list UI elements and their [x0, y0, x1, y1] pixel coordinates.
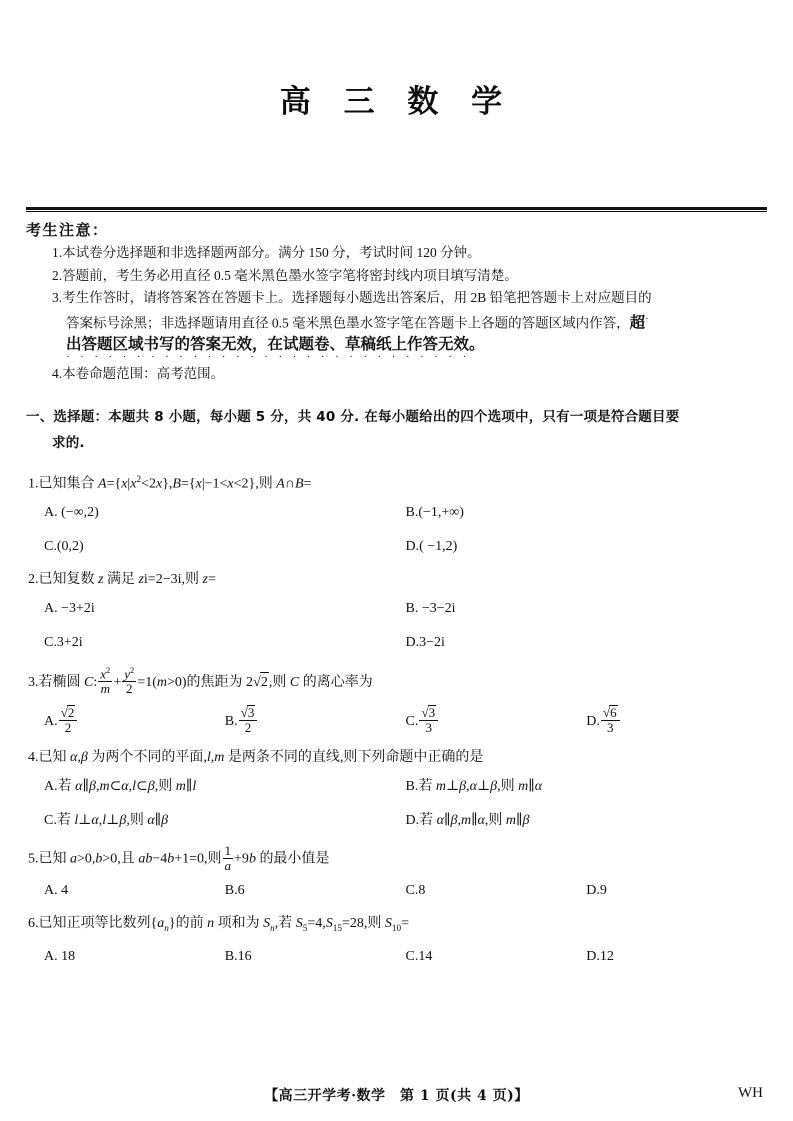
option-label: B.	[405, 505, 419, 521]
option-value: 6	[237, 883, 245, 899]
option-label: C.	[405, 713, 419, 729]
question-6-option-a[interactable]	[44, 947, 225, 967]
footer-page-label: 【高三开学考·数学 第 1 页(共 4 页)】	[264, 1088, 529, 1104]
question-5-number: 5.	[28, 851, 39, 867]
question-2-options-row-2	[26, 633, 767, 653]
section-description-line2: 求的.	[52, 434, 85, 451]
question-3-option-b[interactable]: B. $\frac{√3}{2}$	[225, 705, 406, 735]
option-value: 4	[61, 883, 69, 899]
option-label: B.	[405, 778, 419, 794]
notice-item-2	[26, 265, 767, 287]
notice-heading: 考生注意：	[26, 221, 109, 239]
notice-item-1-number: 1.	[52, 245, 63, 260]
notice-emphasis-line: 出答题区域书写的答案无效，在试题卷、草稿纸上作答无效。	[66, 334, 485, 353]
option-label: B.	[224, 883, 238, 899]
question-1-option-d[interactable]: D.( −1,2)	[405, 539, 458, 555]
question-1-options-row-2	[26, 537, 767, 557]
question-4-options-row-2	[26, 811, 767, 831]
question-2	[26, 570, 767, 653]
question-6-option-b[interactable]	[225, 947, 406, 967]
question-2-option-b[interactable]: B. −3−2i	[405, 601, 456, 617]
question-5-stem: 5.已知 a>0,b>0,且 ab−4b+1=0,则 $\frac{1}{a}$ +9b 的最小值是	[28, 842, 330, 873]
question-6-option-c[interactable]	[406, 947, 587, 967]
option-value: 8	[418, 883, 426, 899]
section-description: 本题共 8 小题，每小题 5 分，共 40 分. 在每小题给出的四个选项中，只有一项是符合题目要	[108, 408, 680, 425]
question-5-options-row-1	[26, 881, 767, 901]
question-6-options-row-1	[26, 947, 767, 967]
option-label: D.	[405, 812, 420, 828]
question-6-stem: 6.已知正项等比数列$\{a_n\}$的前 n 项和为 $S_n$,若 $S_5=4,S_{15}=28$,则 $S_{10}=$	[28, 916, 410, 934]
question-5	[26, 844, 767, 902]
notice-list	[26, 242, 767, 385]
page-title: 高 三 数 学	[279, 84, 514, 120]
option-label: C.	[44, 635, 57, 651]
notice-item-3-line2-wrap	[52, 309, 767, 334]
candidate-notice	[26, 219, 767, 385]
section-label: 一、选择题：	[26, 408, 109, 425]
notice-item-3-line1: 考生作答时，请将答案答在答题卡上。选择题每小题选出答案后，用 2B 铅笔把答题卡上对应题目的	[62, 290, 652, 305]
question-4-option-d[interactable]: D.若 α∥β,m∥α,则 m∥β	[405, 812, 530, 828]
question-2-option-c[interactable]: C.3+2i	[44, 635, 83, 651]
question-1-option-c[interactable]: C.(0,2)	[44, 539, 84, 555]
page-footer	[0, 1085, 793, 1111]
emphasis-dot-icon: ·	[645, 312, 649, 325]
question-3-option-a[interactable]: A. $\frac{√2}{2}$	[44, 705, 225, 735]
question-2-option-a[interactable]: A. −3+2i	[44, 601, 95, 617]
question-6-number: 6.	[28, 916, 39, 932]
question-2-number: 2.	[28, 572, 39, 588]
question-5-option-d[interactable]	[586, 881, 767, 901]
option-value: 14	[418, 949, 433, 965]
notice-emphasis-tail: 超	[629, 313, 646, 331]
question-3-option-d[interactable]: D. $\frac{√6}{3}$	[586, 705, 767, 735]
question-4-option-c[interactable]: C.若 l⊥α,l⊥β,则 α∥β	[44, 812, 169, 828]
notice-item-1-text: 本试卷分选择题和非选择题两部分。满分 150 分，考试时间 120 分钟。	[62, 245, 481, 260]
option-label: B.	[405, 601, 419, 617]
emphasis-dots-row: ·····························	[66, 351, 477, 363]
question-4-stem: 4.已知 α,β 为两个不同的平面,l,m 是两条不同的直线,则下列命题中正确的是	[28, 749, 484, 765]
question-4	[26, 748, 767, 831]
question-4-options-row-1	[26, 777, 767, 797]
footer-code: WH	[738, 1085, 763, 1101]
option-label: A.	[44, 505, 58, 521]
question-3-number: 3.	[28, 675, 39, 690]
question-3	[26, 666, 767, 735]
question-1-options-row-1	[26, 503, 767, 523]
option-label: D.	[586, 949, 600, 965]
option-value: 12	[599, 949, 614, 965]
question-4-option-a[interactable]: A.若 α∥β,m⊂α,l⊂β,则 m∥l	[44, 778, 197, 794]
question-4-number: 4.	[28, 749, 39, 765]
option-value: 9	[599, 883, 607, 899]
option-value: 16	[237, 949, 252, 965]
question-1	[26, 469, 767, 558]
question-2-stem: 2.已知复数 z 满足 zi=2−3i,则 z=	[28, 572, 216, 588]
option-label: A.	[44, 883, 58, 899]
notice-item-1	[26, 242, 767, 264]
question-1-stem: 1.已知集合 $A=\{x|x^2<2x\},B=\{x|-1<x<2\}$,则 A∩B=	[28, 473, 312, 492]
question-6	[26, 914, 767, 967]
question-5-option-c[interactable]	[406, 881, 587, 901]
notice-item-4-number: 4.	[52, 366, 63, 381]
question-6-option-d[interactable]	[586, 947, 767, 967]
option-label: B.	[224, 713, 238, 729]
option-label: A.	[44, 949, 58, 965]
notice-item-4-text: 本卷命题范围：高考范围。	[62, 366, 225, 381]
question-5-option-b[interactable]	[225, 881, 406, 901]
option-label: B.	[224, 949, 238, 965]
notice-item-2-number: 2.	[52, 267, 63, 283]
question-2-options-row-1	[26, 599, 767, 619]
notice-item-3-number: 3.	[52, 290, 63, 305]
option-label: A.	[44, 601, 58, 617]
option-label: C.	[44, 812, 57, 828]
notice-item-3-line2: 答案标号涂黑；非选择题请用直径 0.5 毫米黑色墨水签字笔在答题卡上各题的答题区域内作答，	[66, 315, 630, 330]
question-3-options-row-1	[26, 705, 767, 735]
question-3-option-c[interactable]: C. $\frac{√3}{3}$	[406, 705, 587, 735]
notice-item-3	[26, 287, 767, 362]
option-label: C.	[44, 539, 57, 555]
section-heading-choice	[26, 404, 767, 456]
notice-item-2-text: 答题前，考生务必用直径 0.5 毫米黑色墨水签字笔将密封线内项目填写清楚。	[62, 267, 518, 283]
question-4-option-b[interactable]: B.若 m⊥β,α⊥β,则 m∥α	[405, 778, 543, 794]
question-1-option-a[interactable]: A. (−∞,2)	[44, 505, 99, 521]
notice-item-4	[26, 363, 767, 385]
question-3-stem: 3.若椭圆 C: $\frac{x^2}{m}$ + $\frac{y^2}{2}$ =1(m>0)的焦距为 2√2,则 C 的离心率为	[28, 665, 373, 697]
question-1-option-b[interactable]: B.(−1,+∞)	[405, 505, 464, 521]
option-label: C.	[405, 949, 419, 965]
option-label: C.	[405, 883, 419, 899]
question-2-option-d[interactable]: D.3−2i	[405, 635, 445, 651]
option-label: A.	[44, 713, 58, 729]
option-label: D.	[586, 713, 600, 729]
option-label: A.	[44, 778, 58, 794]
question-1-number: 1.	[28, 476, 39, 492]
option-value: 18	[61, 949, 76, 965]
question-5-option-a[interactable]	[44, 881, 225, 901]
header-divider	[26, 207, 767, 212]
option-label: D.	[405, 539, 420, 555]
option-label: D.	[586, 883, 600, 899]
option-label: D.	[405, 635, 420, 651]
